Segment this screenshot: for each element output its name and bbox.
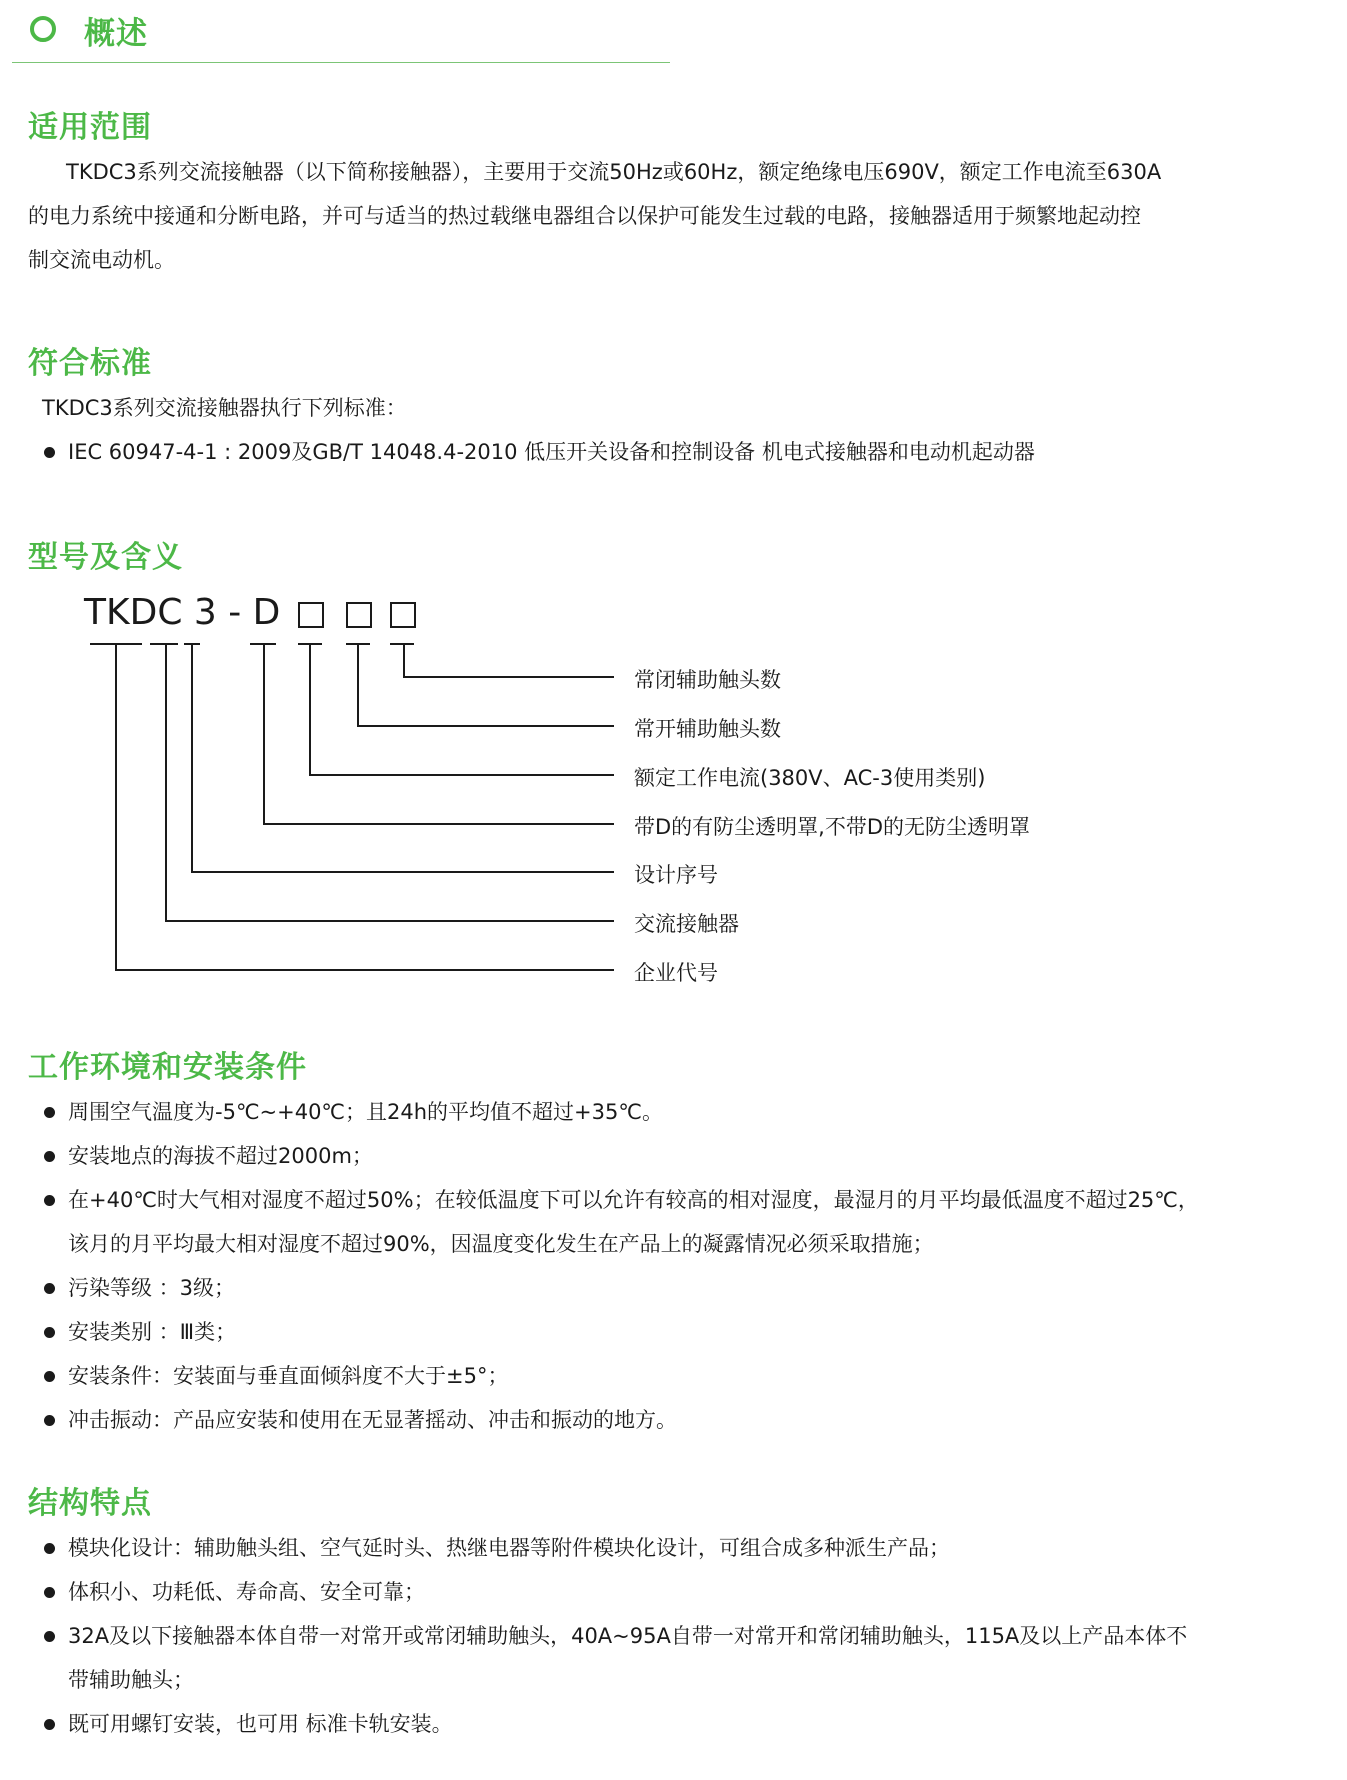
list-item: 周围空气温度为-5℃~+40℃；且24h的平均值不超过+35℃。 xyxy=(40,1090,1199,1134)
scope-paragraph-line-1: TKDC3系列交流接触器（以下简称接触器），主要用于交流50Hz或60Hz，额定绝缘电压690V，额定工作电流至630A xyxy=(66,160,1162,184)
list-item: 安装地点的海拔不超过2000m； xyxy=(40,1134,1199,1178)
list-item: 安装条件：安装面与垂直面倾斜度不大于±5°； xyxy=(40,1354,1199,1398)
page-title: 概述 xyxy=(84,16,148,52)
list-item: IEC 60947-4-1 : 2009及GB/T 14048.4-2010 低压开关设备和控制设备 机电式接触器和电动机起动器 xyxy=(40,430,1035,474)
label-design-serial: 设计序号 xyxy=(634,863,718,887)
label-company-code: 企业代号 xyxy=(634,961,718,985)
list-item: 模块化设计：辅助触头组、空气延时头、热继电器等附件模块化设计，可组合成多种派生产品； xyxy=(40,1526,1187,1570)
label-rated-current: 额定工作电流(380V、AC-3使用类别) xyxy=(634,766,986,790)
list-item: 污染等级 ：3级； xyxy=(40,1266,1199,1310)
section-heading-structure: 结构特点 xyxy=(28,1486,152,1521)
section-heading-scope: 适用范围 xyxy=(28,110,152,145)
bullet-icon xyxy=(44,1587,55,1598)
bullet-icon xyxy=(44,1107,55,1118)
model-code: TKDC 3 - D xyxy=(84,592,281,633)
list-item: 在+40℃时大气相对湿度不超过50%；在较低温度下可以允许有较高的相对湿度，最湿月的月平均最低温度不超过25℃， 该月的月平均最大相对湿度不超过90%，因温度变化发生在产品上的凝露情况必须采取措施； xyxy=(40,1178,1199,1266)
bullet-icon xyxy=(44,1415,55,1426)
bullet-icon xyxy=(44,1719,55,1730)
label-ac-contactor: 交流接触器 xyxy=(634,912,739,936)
structure-list xyxy=(40,1526,1187,1746)
bullet-icon xyxy=(44,1195,55,1206)
section-heading-model: 型号及含义 xyxy=(28,540,183,575)
list-item: 32A及以下接触器本体自带一对常开或常闭辅助触头，40A~95A自带一对常开和常闭辅助触头，115A及以上产品本体不 带辅助触头； xyxy=(40,1614,1187,1702)
list-item: 冲击振动：产品应安装和使用在无显著摇动、冲击和振动的地方。 xyxy=(40,1398,1199,1442)
scope-paragraph-line-2: 的电力系统中接通和分断电路，并可与适当的热过载继电器组合以保护可能发生过载的电路，接触器适用于频繁地起动控 xyxy=(28,204,1141,228)
list-item: 体积小、功耗低、寿命高、安全可靠； xyxy=(40,1570,1187,1614)
bullet-icon xyxy=(44,1371,55,1382)
list-item: 安装类别 ：Ⅲ类； xyxy=(40,1310,1199,1354)
bullet-icon xyxy=(44,1283,55,1294)
bullet-icon xyxy=(44,1151,55,1162)
list-item: 既可用螺钉安装，也可用 标准卡轨安装。 xyxy=(40,1702,1187,1746)
bullet-icon xyxy=(44,1543,55,1554)
section-heading-standard: 符合标准 xyxy=(28,346,152,381)
label-no-aux-contacts: 常开辅助触头数 xyxy=(634,717,781,741)
standard-intro: TKDC3系列交流接触器执行下列标准： xyxy=(42,396,407,420)
environment-list xyxy=(40,1090,1199,1442)
label-dust-cover: 带D的有防尘透明罩,不带D的无防尘透明罩 xyxy=(634,815,1031,839)
bullet-icon xyxy=(44,1631,55,1642)
section-heading-environment: 工作环境和安装条件 xyxy=(28,1050,307,1085)
label-nc-aux-contacts: 常闭辅助触头数 xyxy=(634,668,781,692)
scope-paragraph-line-3: 制交流电动机。 xyxy=(28,248,175,272)
bullet-icon xyxy=(44,1327,55,1338)
